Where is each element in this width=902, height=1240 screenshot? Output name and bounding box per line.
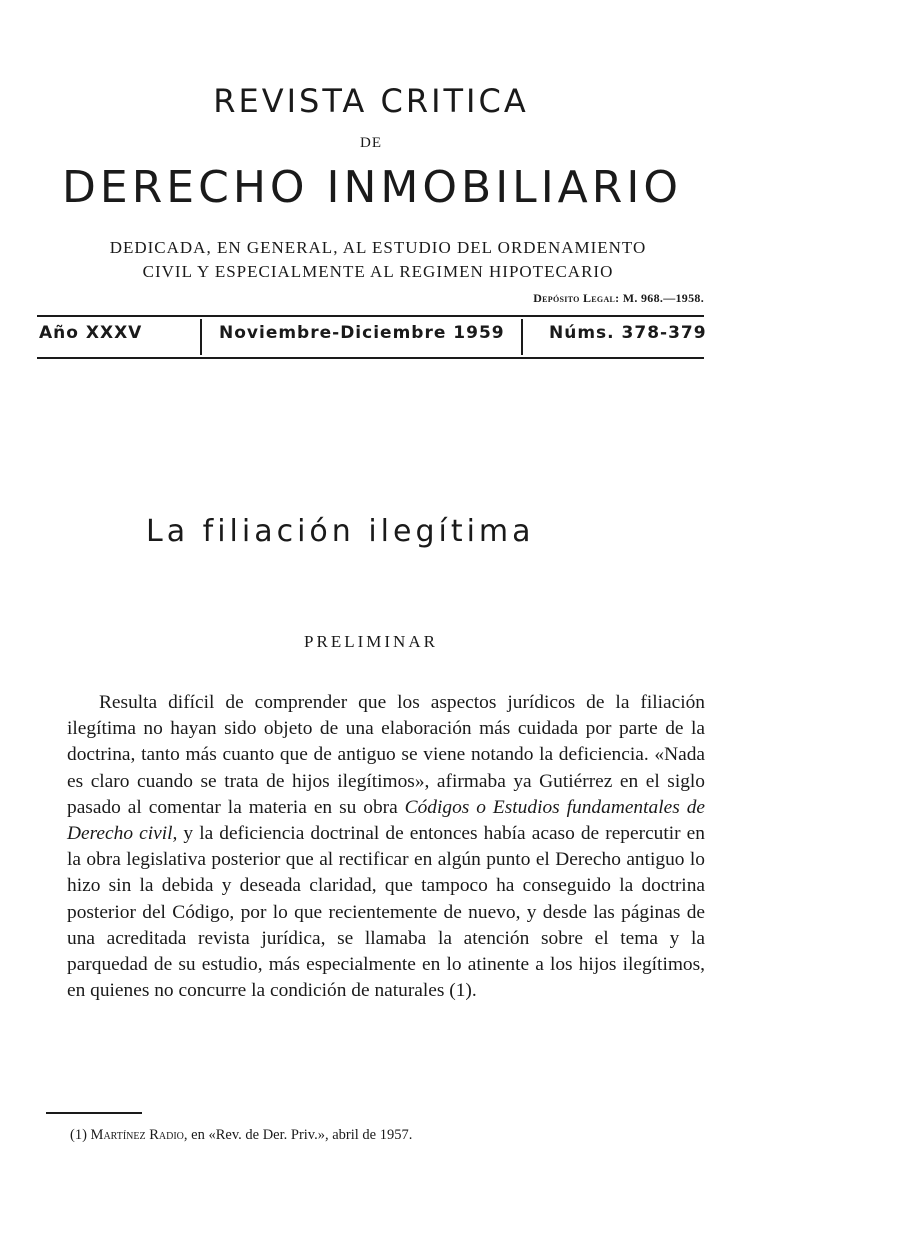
section-heading: PRELIMINAR [304, 632, 438, 651]
journal-title-connector: DE [360, 135, 382, 151]
body-paragraph [67, 690, 705, 1004]
issue-date: Noviembre-Diciembre 1959 [219, 323, 505, 343]
subtitle-line-1: DEDICADA, EN GENERAL, AL ESTUDIO DEL ORDENAMIENTO [109, 238, 647, 257]
journal-subtitle [60, 236, 696, 284]
issue-bar-divider [200, 319, 202, 355]
issue-numbers: Núms. 378-379 [549, 323, 707, 343]
subtitle-line-2: CIVIL Y ESPECIALMENTE AL REGIMEN HIPOTECARIO [142, 262, 614, 281]
issue-year: Año XXXV [39, 323, 143, 343]
footnote-separator [46, 1112, 142, 1114]
legal-deposit: Depósito Legal: M. 968.—1958. [533, 291, 704, 305]
footnote-marker: (1) [70, 1127, 87, 1143]
paragraph-text-start: Resulta difícil de comprender que los aspectos jurídicos de la filiación ilegítima no hayan sido objeto de una elaboración más cuidada por parte de la doctrina, tanto más cuanto que de antiguo se viene notando la deficiencia. «Nada es claro cuando se trata de hijos ilegítimos», afirmaba ya Gutiérrez en el siglo pasado al comentar la materia en su obra [67, 692, 705, 818]
paragraph-text-end: y la deficiencia doctrinal de entonces había acaso de repercutir en la obra legislativa posterior que al rectificar en algún punto el Derecho antiguo lo hizo sin la debida y deseada claridad, que tampoco ha conseguido la doctrina posterior del Código, por lo que recientemente de nuevo, y desde las páginas de una acreditada revista jurídica, se llamaba la atención sobre el tema y la parquedad de su estudio, más especialmente en lo atinente a los hijos ilegítimos, en quienes no concurre la condición de naturales (1). [67, 823, 705, 1002]
issue-bar [37, 317, 707, 357]
issue-bar-divider [521, 319, 523, 355]
cited-work-title: Códigos o Estudios fundamentales de Derecho civil, [67, 796, 705, 845]
footnote-citation: , en «Rev. de Der. Priv.», abril de 1957. [183, 1127, 413, 1143]
journal-title-main: DERECHO INMOBILIARIO [62, 162, 682, 213]
issue-bar-bottom-rule [37, 357, 704, 359]
article-title: La filiación ilegítima [146, 514, 535, 549]
footnote [70, 1127, 412, 1144]
journal-title-line1: REVISTA CRITICA [213, 82, 529, 120]
footnote-author: Martínez Radio [90, 1127, 184, 1143]
